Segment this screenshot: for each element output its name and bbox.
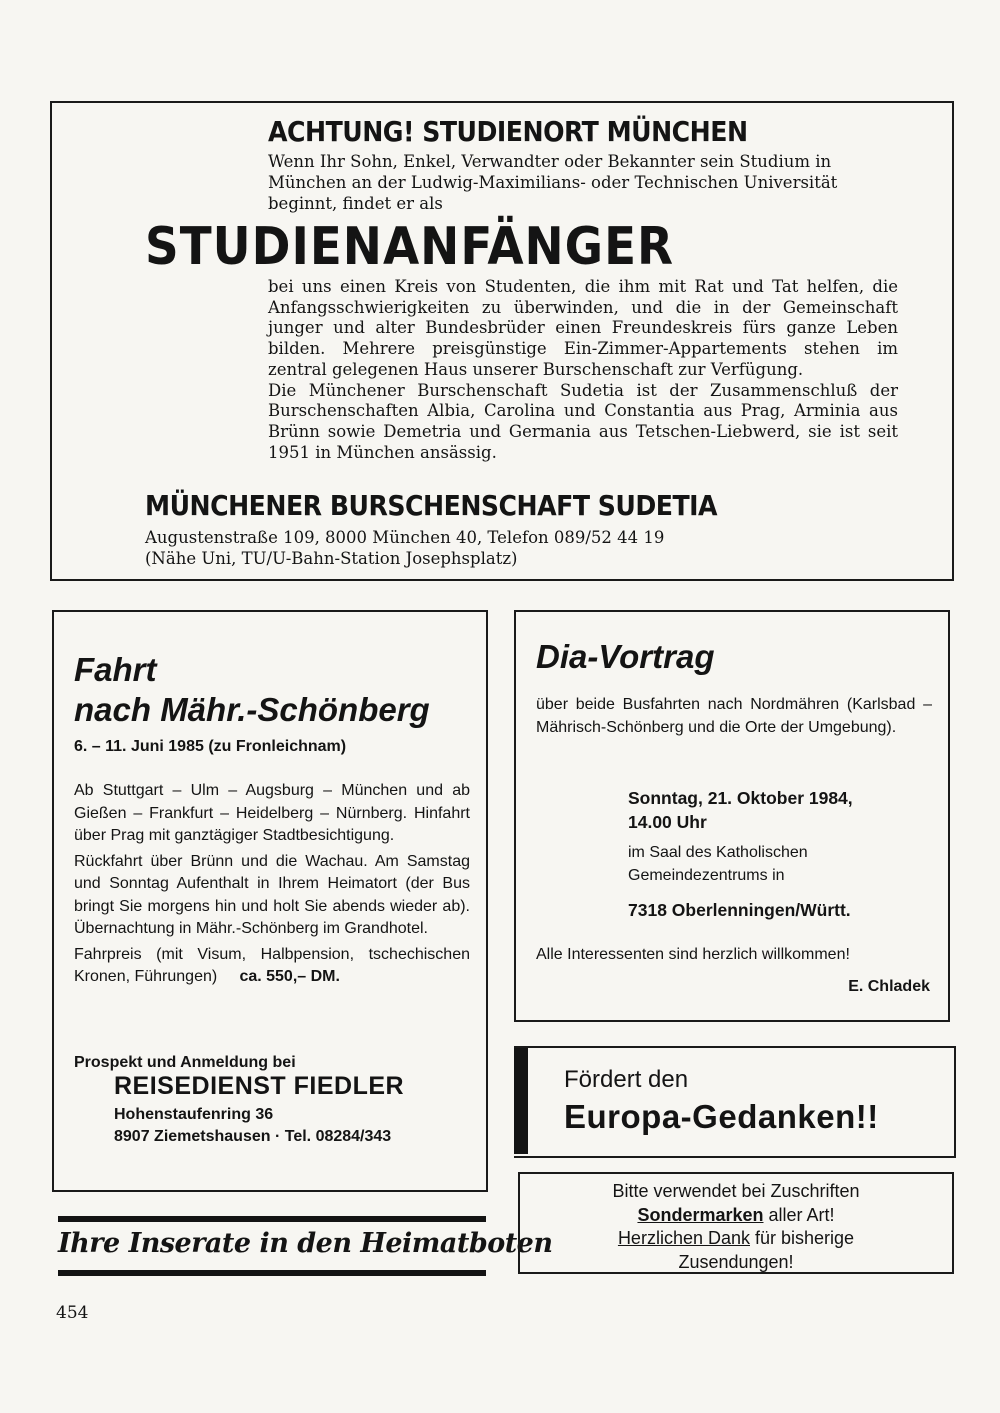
fahrt-price-text: Fahrpreis (mit Visum, Halbpension, tschechischen Kronen, Führungen) bbox=[74, 945, 470, 985]
fahrt-dates: 6. – 11. Juni 1985 (zu Fronleichnam) bbox=[74, 738, 347, 755]
banner-rule-top bbox=[58, 1216, 486, 1222]
dia-intro: über beide Busfahrten nach Nordmähren (Karlsbad – Mährisch-Schönberg und die Orte der Umgebung). bbox=[536, 696, 932, 736]
fahrt-city-phone: 8907 Ziemetshausen · Tel. 08284/343 bbox=[114, 1128, 392, 1145]
marken-line bbox=[520, 1204, 952, 1228]
page-number: 454 bbox=[56, 1303, 89, 1323]
fahrt-title-line: Fahrt bbox=[74, 651, 157, 688]
banner-heimatboten: Ihre Inserate in den Heimatboten bbox=[58, 1228, 553, 1259]
address-line: Augustenstraße 109, 8000 München 40, Telefon 089/52 44 19 bbox=[145, 528, 665, 547]
ad-organization-name: MÜNCHENER BURSCHENSCHAFT SUDETIA bbox=[145, 489, 718, 522]
fahrt-price: ca. 550,– DM. bbox=[239, 968, 340, 985]
europa-line-2: Europa-Gedanken!! bbox=[564, 1098, 879, 1135]
ad-big-headline: STUDIENANFÄNGER bbox=[145, 217, 675, 277]
marken-line: Bitte verwendet bei Zuschriften bbox=[612, 1181, 860, 1201]
ad-body-paragraph: bei uns einen Kreis von Studenten, die ihm mit Rat und Tat helfen, die Anfangsschwierigkeiten zu überwinden, und die in der Gemeinschaft junger und alter Bundesbrüder einen Freundeskreis fürs ganze Leben bilden. Mehrere preisgünstige Ein-Zimmer-Appartements stehen im zentral gelegenen Haus unserer Burschenschaft zur Verfügung. bbox=[268, 277, 898, 379]
banner-rule-bottom bbox=[58, 1270, 486, 1276]
ad-address bbox=[145, 527, 664, 569]
dia-signature: E. Chladek bbox=[848, 978, 930, 995]
marken-line bbox=[520, 1227, 952, 1251]
fahrt-body bbox=[74, 780, 470, 992]
ad-intro-text: Wenn Ihr Sohn, Enkel, Verwandter oder Bekannter sein Studium in München an der Ludwig-Maximilians- oder Technischen Universität beginnt, findet er als bbox=[268, 152, 838, 213]
dia-time: 14.00 Uhr bbox=[628, 812, 707, 832]
marken-line: Zusendungen! bbox=[678, 1251, 794, 1272]
dia-welcome: Alle Interessenten sind herzlich willkommen! bbox=[536, 946, 850, 963]
ad-sondermarken bbox=[518, 1172, 954, 1274]
europa-line-1: Fördert den bbox=[564, 1066, 689, 1093]
marken-text bbox=[520, 1180, 952, 1274]
fahrt-title bbox=[74, 650, 430, 730]
marken-sondermarken: Sondermarken bbox=[637, 1204, 764, 1225]
fahrt-paragraph: Rückfahrt über Brünn und die Wachau. Am Samstag und Sonntag Aufenthalt in Ihrem Heimatort (der Bus bringt Sie morgens hin und holt Sie abends wieder ab). Übernachtung in Mähr.-Schönberg im Grandhotel. bbox=[74, 852, 470, 937]
ad-body-paragraph: Die Münchener Burschenschaft Sudetia ist der Zusammenschluß der Burschenschaften Albia, Carolina und Constantia aus Prag, Arminia aus Brünn sowie Demetria und Germania aus Tetschen-Liebwerd, sie ist seit 1951 in München ansässig. bbox=[268, 380, 898, 462]
dia-title: Dia-Vortrag bbox=[536, 638, 715, 675]
ad-europa-gedanken bbox=[514, 1046, 956, 1158]
fahrt-firm-name: REISEDIENST FIEDLER bbox=[114, 1072, 405, 1100]
fahrt-paragraph: Ab Stuttgart – Ulm – Augsburg – München und ab Gießen – Frankfurt – Heidelberg – Nürnberg. Hinfahrt über Prag mit ganztägiger Stadtbesichtigung. bbox=[74, 782, 470, 844]
fahrt-paragraph bbox=[74, 944, 470, 989]
fahrt-prospekt-label: Prospekt und Anmeldung bei bbox=[74, 1054, 296, 1071]
dia-place: 7318 Oberlenningen/Württ. bbox=[628, 900, 851, 920]
marken-herzlichen-dank: Herzlichen Dank bbox=[617, 1228, 750, 1248]
dia-datetime bbox=[628, 786, 853, 834]
dia-venue: im Saal des Katholischen Gemeindezentrums in bbox=[628, 844, 808, 884]
ad-studienort-muenchen bbox=[50, 101, 954, 581]
dia-date: Sonntag, 21. Oktober 1984, bbox=[628, 788, 853, 808]
ad-fahrt-schoenberg bbox=[52, 610, 488, 1192]
address-line: (Nähe Uni, TU/U-Bahn-Station Josephsplatz) bbox=[145, 549, 518, 568]
marken-line-rest: aller Art! bbox=[763, 1204, 835, 1225]
ad-body-text bbox=[268, 277, 898, 463]
ad-heading: ACHTUNG! STUDIENORT MÜNCHEN bbox=[268, 115, 748, 148]
marken-line-rest: für bisherige bbox=[750, 1228, 855, 1248]
fahrt-title-line: nach Mähr.-Schönberg bbox=[74, 691, 430, 728]
ad-dia-vortrag bbox=[514, 610, 950, 1022]
fahrt-street: Hohenstaufenring 36 bbox=[114, 1106, 274, 1123]
